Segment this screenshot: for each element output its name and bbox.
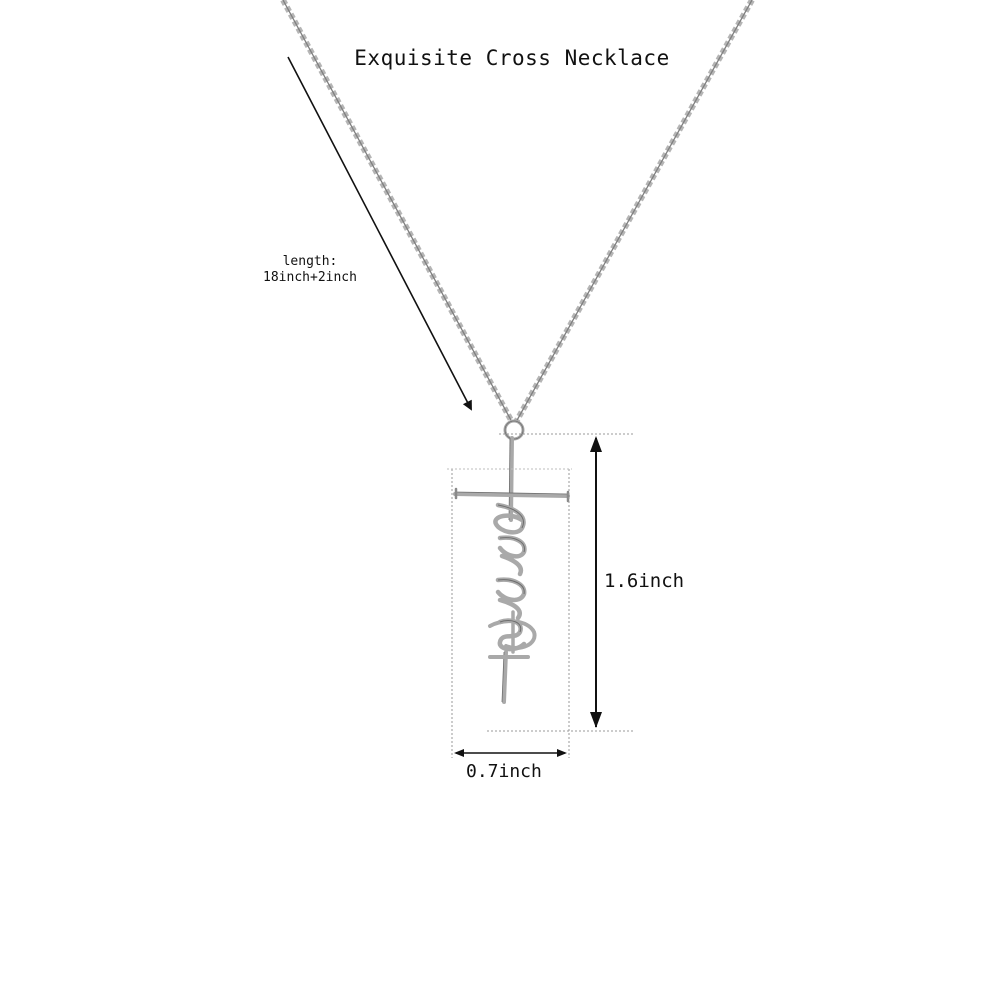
pendant-bail bbox=[505, 421, 523, 439]
product-title: Exquisite Cross Necklace bbox=[354, 46, 670, 70]
height-arrow-top-head bbox=[590, 436, 602, 452]
length-annotation bbox=[240, 254, 380, 286]
cross-horizontal-bar bbox=[455, 494, 568, 496]
cross-lower-stem bbox=[504, 652, 506, 702]
length-arrow bbox=[288, 57, 471, 409]
length-value: 18inch+2inch bbox=[263, 270, 357, 285]
height-arrow-bottom-head bbox=[590, 712, 602, 728]
script-word-trust bbox=[490, 505, 535, 652]
height-label: 1.6inch bbox=[604, 570, 685, 592]
width-arrow-left-head bbox=[454, 749, 464, 757]
length-label: length: bbox=[282, 254, 338, 269]
cross-pendant bbox=[455, 438, 568, 702]
width-arrow-right-head bbox=[557, 749, 567, 757]
width-label: 0.7inch bbox=[466, 761, 542, 782]
